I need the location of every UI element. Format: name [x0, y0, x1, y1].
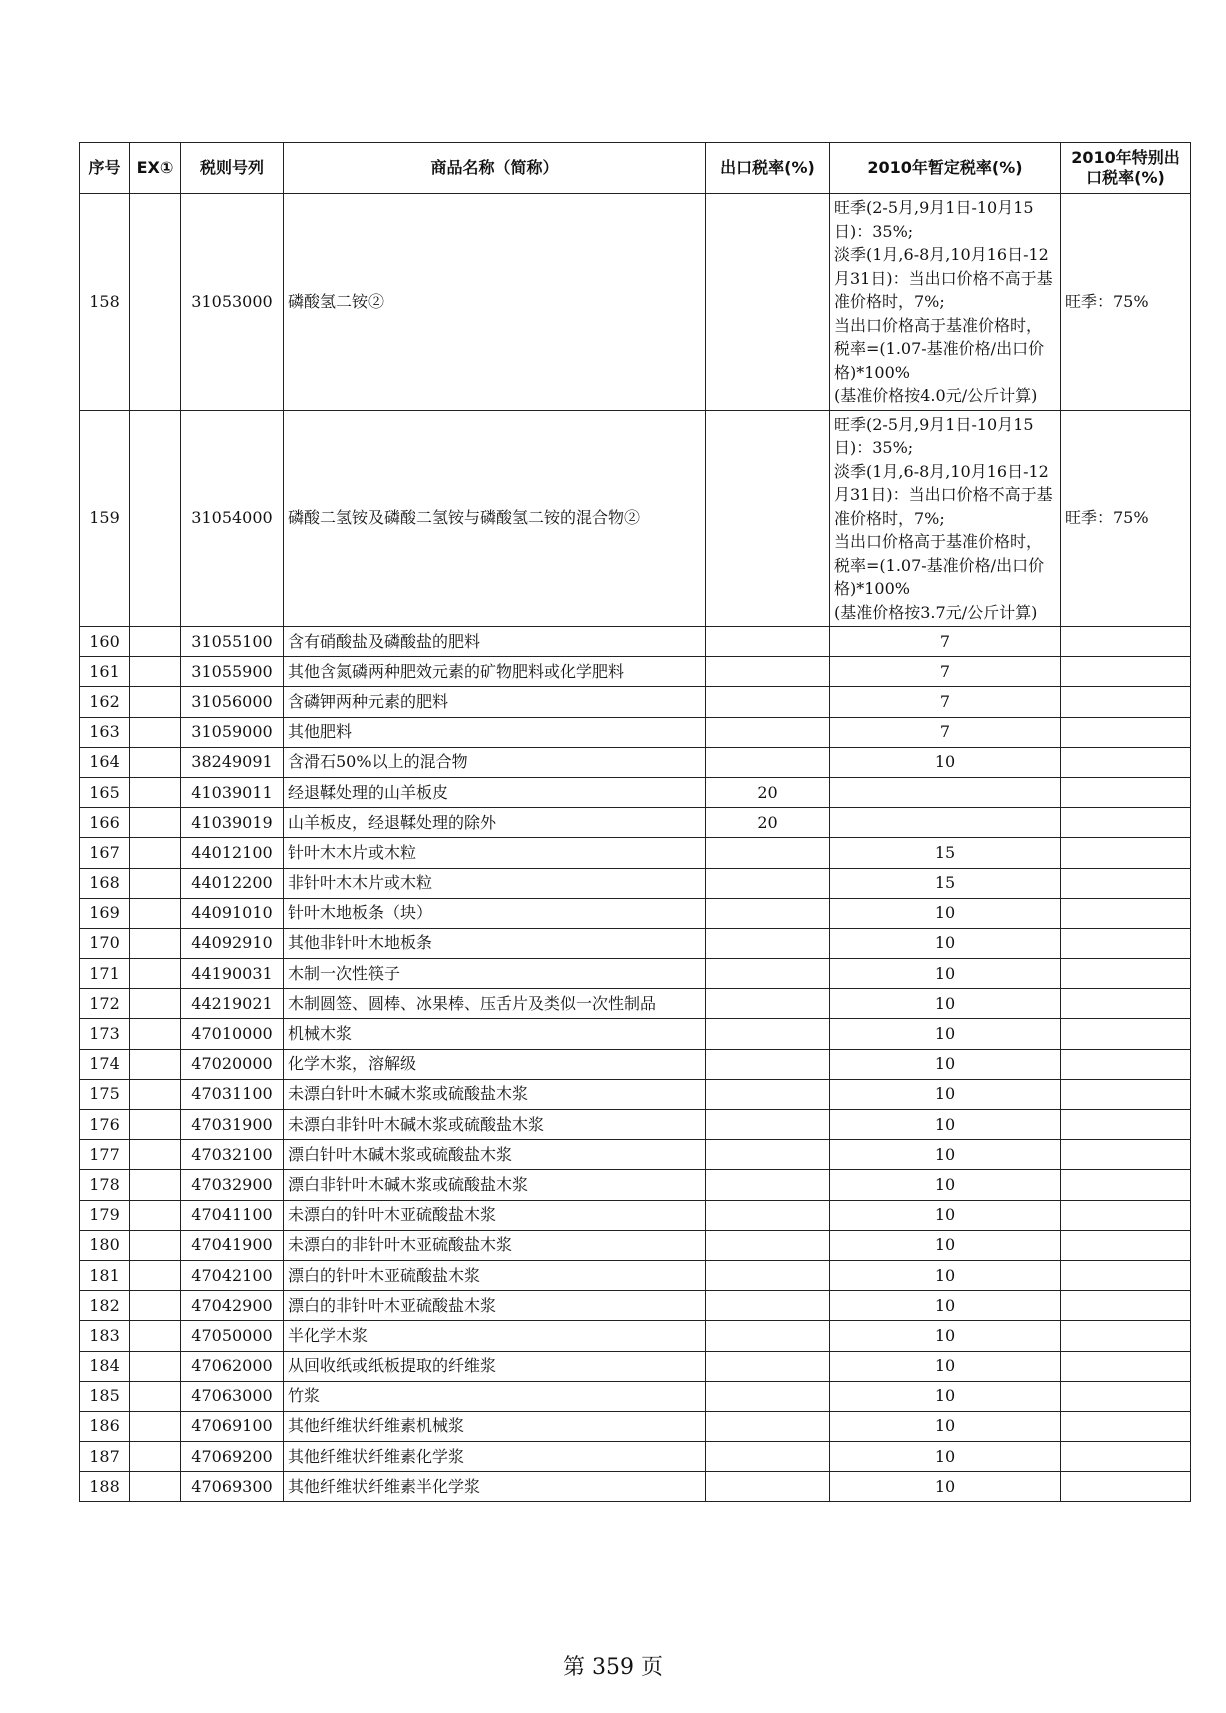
row-export-rate — [706, 747, 830, 777]
row-provisional-rate: 旺季(2-5月,9月1日-10月15日)：35%; 淡季(1月,6-8月,10月16日-12月31日)：当出口价格不高于基准价格时，7%; 当出口价格高于基准价格时，税率=(1.07-基准价格/出口价格)*100% (基准价格按4.0元/公斤计算) — [830, 194, 1061, 411]
row-provisional-rate: 10 — [830, 1049, 1061, 1079]
table-row — [80, 898, 1191, 928]
row-special-rate — [1061, 717, 1191, 747]
row-special-rate — [1061, 808, 1191, 838]
row-product-name: 漂白非针叶木碱木浆或硫酸盐木浆 — [284, 1170, 706, 1200]
row-special-rate: 旺季：75% — [1061, 194, 1191, 411]
row-export-rate — [706, 1170, 830, 1200]
row-number: 178 — [80, 1170, 130, 1200]
row-tariff-code: 47050000 — [181, 1321, 284, 1351]
row-ex — [130, 989, 181, 1019]
row-ex — [130, 1110, 181, 1140]
row-provisional-rate: 10 — [830, 747, 1061, 777]
row-special-rate — [1061, 687, 1191, 717]
row-ex — [130, 1049, 181, 1079]
row-export-rate — [706, 1381, 830, 1411]
row-product-name: 木制圆签、圆棒、冰果棒、压舌片及类似一次性制品 — [284, 989, 706, 1019]
row-export-rate — [706, 717, 830, 747]
row-product-name: 其他含氮磷两种肥效元素的矿物肥料或化学肥料 — [284, 657, 706, 687]
row-product-name: 漂白的非针叶木亚硫酸盐木浆 — [284, 1291, 706, 1321]
row-product-name: 含磷钾两种元素的肥料 — [284, 687, 706, 717]
table-row — [80, 1411, 1191, 1441]
row-export-rate — [706, 868, 830, 898]
row-special-rate — [1061, 1411, 1191, 1441]
row-export-rate — [706, 1230, 830, 1260]
row-export-rate — [706, 687, 830, 717]
table-row — [80, 410, 1191, 627]
row-tariff-code: 41039011 — [181, 777, 284, 807]
row-tariff-code: 47041900 — [181, 1230, 284, 1260]
row-export-rate — [706, 657, 830, 687]
row-export-rate — [706, 1140, 830, 1170]
row-product-name: 经退鞣处理的山羊板皮 — [284, 777, 706, 807]
row-product-name: 磷酸氢二铵② — [284, 194, 706, 411]
row-ex — [130, 747, 181, 777]
row-product-name: 含有硝酸盐及磷酸盐的肥料 — [284, 627, 706, 657]
row-special-rate — [1061, 1260, 1191, 1290]
row-ex — [130, 1472, 181, 1502]
row-tariff-code: 47041100 — [181, 1200, 284, 1230]
row-product-name: 针叶木地板条（块） — [284, 898, 706, 928]
row-product-name: 其他纤维状纤维素机械浆 — [284, 1411, 706, 1441]
row-tariff-code: 44190031 — [181, 959, 284, 989]
row-special-rate — [1061, 838, 1191, 868]
row-product-name: 机械木浆 — [284, 1019, 706, 1049]
row-number: 166 — [80, 808, 130, 838]
table-row — [80, 1140, 1191, 1170]
table-row — [80, 989, 1191, 1019]
row-special-rate — [1061, 657, 1191, 687]
row-tariff-code: 47042100 — [181, 1260, 284, 1290]
row-number: 185 — [80, 1381, 130, 1411]
row-tariff-code: 31059000 — [181, 717, 284, 747]
row-special-rate: 旺季：75% — [1061, 410, 1191, 627]
row-product-name: 漂白的针叶木亚硫酸盐木浆 — [284, 1260, 706, 1290]
row-special-rate — [1061, 1079, 1191, 1109]
table-body — [80, 194, 1191, 1502]
row-export-rate: 20 — [706, 777, 830, 807]
row-provisional-rate: 10 — [830, 1230, 1061, 1260]
row-product-name: 木制一次性筷子 — [284, 959, 706, 989]
table-row — [80, 928, 1191, 958]
row-special-rate — [1061, 1110, 1191, 1140]
header-export-rate: 出口税率(%) — [706, 143, 830, 194]
row-provisional-rate: 15 — [830, 838, 1061, 868]
row-export-rate — [706, 1442, 830, 1472]
row-provisional-rate: 10 — [830, 1442, 1061, 1472]
table-row — [80, 747, 1191, 777]
row-special-rate — [1061, 1140, 1191, 1170]
header-name: 商品名称（简称） — [284, 143, 706, 194]
row-tariff-code: 47042900 — [181, 1291, 284, 1321]
row-tariff-code: 31053000 — [181, 194, 284, 411]
row-number: 179 — [80, 1200, 130, 1230]
row-number: 159 — [80, 410, 130, 627]
row-tariff-code: 47063000 — [181, 1381, 284, 1411]
row-tariff-code: 31054000 — [181, 410, 284, 627]
table-row — [80, 868, 1191, 898]
row-export-rate — [706, 989, 830, 1019]
row-export-rate — [706, 1260, 830, 1290]
table-row — [80, 838, 1191, 868]
table-row — [80, 1472, 1191, 1502]
row-provisional-rate: 10 — [830, 1110, 1061, 1140]
row-provisional-rate: 7 — [830, 627, 1061, 657]
row-export-rate — [706, 1321, 830, 1351]
table-row — [80, 1049, 1191, 1079]
row-number: 158 — [80, 194, 130, 411]
row-special-rate — [1061, 1019, 1191, 1049]
row-special-rate — [1061, 989, 1191, 1019]
row-number: 176 — [80, 1110, 130, 1140]
row-ex — [130, 1170, 181, 1200]
row-export-rate — [706, 627, 830, 657]
row-export-rate — [706, 1411, 830, 1441]
row-export-rate — [706, 838, 830, 868]
row-export-rate — [706, 410, 830, 627]
row-special-rate — [1061, 1230, 1191, 1260]
row-product-name: 非针叶木木片或木粒 — [284, 868, 706, 898]
table-row — [80, 1321, 1191, 1351]
row-ex — [130, 1140, 181, 1170]
row-export-rate — [706, 928, 830, 958]
row-ex — [130, 1230, 181, 1260]
header-no: 序号 — [80, 143, 130, 194]
table-row — [80, 959, 1191, 989]
row-ex — [130, 928, 181, 958]
table-header — [80, 143, 1191, 194]
row-special-rate — [1061, 1381, 1191, 1411]
row-number: 186 — [80, 1411, 130, 1441]
table-row — [80, 1351, 1191, 1381]
row-number: 175 — [80, 1079, 130, 1109]
table-row — [80, 1019, 1191, 1049]
row-number: 169 — [80, 898, 130, 928]
row-ex — [130, 717, 181, 747]
row-ex — [130, 1260, 181, 1290]
row-provisional-rate — [830, 777, 1061, 807]
row-special-rate — [1061, 1049, 1191, 1079]
row-provisional-rate: 10 — [830, 1411, 1061, 1441]
table-row — [80, 657, 1191, 687]
row-number: 183 — [80, 1321, 130, 1351]
table-row — [80, 1079, 1191, 1109]
row-export-rate — [706, 194, 830, 411]
row-special-rate — [1061, 1291, 1191, 1321]
row-provisional-rate: 10 — [830, 1260, 1061, 1290]
row-ex — [130, 1442, 181, 1472]
row-tariff-code: 31056000 — [181, 687, 284, 717]
table-row — [80, 777, 1191, 807]
row-tariff-code: 47069200 — [181, 1442, 284, 1472]
row-product-name: 针叶木木片或木粒 — [284, 838, 706, 868]
row-special-rate — [1061, 959, 1191, 989]
row-tariff-code: 47069300 — [181, 1472, 284, 1502]
row-special-rate — [1061, 928, 1191, 958]
row-special-rate — [1061, 868, 1191, 898]
row-number: 170 — [80, 928, 130, 958]
row-number: 168 — [80, 868, 130, 898]
row-tariff-code: 44091010 — [181, 898, 284, 928]
row-special-rate — [1061, 777, 1191, 807]
row-ex — [130, 898, 181, 928]
header-code: 税则号列 — [181, 143, 284, 194]
row-export-rate: 20 — [706, 808, 830, 838]
row-special-rate — [1061, 1200, 1191, 1230]
row-special-rate — [1061, 898, 1191, 928]
row-product-name: 未漂白的非针叶木亚硫酸盐木浆 — [284, 1230, 706, 1260]
row-ex — [130, 808, 181, 838]
row-tariff-code: 38249091 — [181, 747, 284, 777]
header-ex: EX① — [130, 143, 181, 194]
row-product-name: 未漂白的针叶木亚硫酸盐木浆 — [284, 1200, 706, 1230]
row-ex — [130, 627, 181, 657]
row-provisional-rate: 7 — [830, 657, 1061, 687]
row-export-rate — [706, 1200, 830, 1230]
row-number: 174 — [80, 1049, 130, 1079]
row-export-rate — [706, 1049, 830, 1079]
row-number: 161 — [80, 657, 130, 687]
row-special-rate — [1061, 1170, 1191, 1200]
row-product-name: 未漂白非针叶木碱木浆或硫酸盐木浆 — [284, 1110, 706, 1140]
row-export-rate — [706, 1351, 830, 1381]
row-tariff-code: 31055100 — [181, 627, 284, 657]
row-tariff-code: 41039019 — [181, 808, 284, 838]
row-ex — [130, 1019, 181, 1049]
row-export-rate — [706, 1019, 830, 1049]
row-ex — [130, 657, 181, 687]
table-row — [80, 1291, 1191, 1321]
row-ex — [130, 1291, 181, 1321]
header-provisional-rate: 2010年暂定税率(%) — [830, 143, 1061, 194]
row-product-name: 其他纤维状纤维素化学浆 — [284, 1442, 706, 1472]
row-number: 181 — [80, 1260, 130, 1290]
row-product-name: 其他纤维状纤维素半化学浆 — [284, 1472, 706, 1502]
row-special-rate — [1061, 1321, 1191, 1351]
row-export-rate — [706, 1110, 830, 1140]
row-tariff-code: 47020000 — [181, 1049, 284, 1079]
table-row — [80, 1170, 1191, 1200]
row-product-name: 化学木浆，溶解级 — [284, 1049, 706, 1079]
table-row — [80, 1381, 1191, 1411]
header-special-rate: 2010年特别出口税率(%) — [1061, 143, 1191, 194]
row-provisional-rate: 7 — [830, 687, 1061, 717]
row-product-name: 其他肥料 — [284, 717, 706, 747]
row-provisional-rate: 10 — [830, 959, 1061, 989]
row-tariff-code: 31055900 — [181, 657, 284, 687]
row-product-name: 未漂白针叶木碱木浆或硫酸盐木浆 — [284, 1079, 706, 1109]
row-number: 188 — [80, 1472, 130, 1502]
row-tariff-code: 47069100 — [181, 1411, 284, 1441]
row-ex — [130, 838, 181, 868]
row-tariff-code: 47032900 — [181, 1170, 284, 1200]
row-ex — [130, 777, 181, 807]
row-export-rate — [706, 959, 830, 989]
row-provisional-rate: 10 — [830, 1381, 1061, 1411]
row-number: 187 — [80, 1442, 130, 1472]
row-special-rate — [1061, 747, 1191, 777]
row-tariff-code: 47062000 — [181, 1351, 284, 1381]
row-provisional-rate — [830, 808, 1061, 838]
tariff-table — [79, 142, 1191, 1502]
row-provisional-rate: 10 — [830, 1170, 1061, 1200]
row-tariff-code: 47031900 — [181, 1110, 284, 1140]
row-product-name: 磷酸二氢铵及磷酸二氢铵与磷酸氢二铵的混合物② — [284, 410, 706, 627]
row-provisional-rate: 10 — [830, 989, 1061, 1019]
row-export-rate — [706, 1079, 830, 1109]
row-special-rate — [1061, 1351, 1191, 1381]
header-row — [80, 143, 1191, 194]
table-row — [80, 1442, 1191, 1472]
page-number: 第 359 页 — [563, 1655, 663, 1680]
row-number: 184 — [80, 1351, 130, 1381]
row-product-name: 含滑石50%以上的混合物 — [284, 747, 706, 777]
row-product-name: 竹浆 — [284, 1381, 706, 1411]
row-number: 164 — [80, 747, 130, 777]
table-row — [80, 717, 1191, 747]
row-product-name: 其他非针叶木地板条 — [284, 928, 706, 958]
row-provisional-rate: 10 — [830, 1079, 1061, 1109]
row-provisional-rate: 10 — [830, 1019, 1061, 1049]
row-ex — [130, 959, 181, 989]
row-ex — [130, 410, 181, 627]
row-provisional-rate: 10 — [830, 928, 1061, 958]
row-number: 160 — [80, 627, 130, 657]
row-export-rate — [706, 1472, 830, 1502]
row-number: 177 — [80, 1140, 130, 1170]
row-tariff-code: 47032100 — [181, 1140, 284, 1170]
table-row — [80, 808, 1191, 838]
table-row — [80, 1260, 1191, 1290]
row-ex — [130, 1079, 181, 1109]
row-provisional-rate: 10 — [830, 1291, 1061, 1321]
row-provisional-rate: 10 — [830, 1351, 1061, 1381]
row-number: 171 — [80, 959, 130, 989]
row-ex — [130, 868, 181, 898]
row-export-rate — [706, 898, 830, 928]
row-tariff-code: 44012100 — [181, 838, 284, 868]
row-number: 172 — [80, 989, 130, 1019]
row-ex — [130, 1351, 181, 1381]
row-product-name: 漂白针叶木碱木浆或硫酸盐木浆 — [284, 1140, 706, 1170]
table-row — [80, 1230, 1191, 1260]
row-tariff-code: 44092910 — [181, 928, 284, 958]
row-product-name: 山羊板皮，经退鞣处理的除外 — [284, 808, 706, 838]
row-number: 165 — [80, 777, 130, 807]
row-ex — [130, 194, 181, 411]
table-row — [80, 1200, 1191, 1230]
row-number: 182 — [80, 1291, 130, 1321]
row-tariff-code: 47031100 — [181, 1079, 284, 1109]
row-provisional-rate: 10 — [830, 1321, 1061, 1351]
table-row — [80, 687, 1191, 717]
row-provisional-rate: 10 — [830, 1140, 1061, 1170]
table-row — [80, 627, 1191, 657]
row-provisional-rate: 15 — [830, 868, 1061, 898]
row-ex — [130, 1381, 181, 1411]
row-ex — [130, 1200, 181, 1230]
row-export-rate — [706, 1291, 830, 1321]
row-tariff-code: 44012200 — [181, 868, 284, 898]
row-ex — [130, 1321, 181, 1351]
row-number: 167 — [80, 838, 130, 868]
row-tariff-code: 47010000 — [181, 1019, 284, 1049]
row-product-name: 从回收纸或纸板提取的纤维浆 — [284, 1351, 706, 1381]
table-row — [80, 194, 1191, 411]
row-number: 163 — [80, 717, 130, 747]
row-ex — [130, 687, 181, 717]
row-provisional-rate: 7 — [830, 717, 1061, 747]
row-special-rate — [1061, 1442, 1191, 1472]
row-provisional-rate: 旺季(2-5月,9月1日-10月15日)：35%; 淡季(1月,6-8月,10月16日-12月31日)：当出口价格不高于基准价格时，7%; 当出口价格高于基准价格时，税率=(1.07-基准价格/出口价格)*100% (基准价格按3.7元/公斤计算) — [830, 410, 1061, 627]
row-tariff-code: 44219021 — [181, 989, 284, 1019]
row-special-rate — [1061, 627, 1191, 657]
row-number: 162 — [80, 687, 130, 717]
row-ex — [130, 1411, 181, 1441]
row-provisional-rate: 10 — [830, 898, 1061, 928]
row-product-name: 半化学木浆 — [284, 1321, 706, 1351]
row-provisional-rate: 10 — [830, 1200, 1061, 1230]
table-row — [80, 1110, 1191, 1140]
row-special-rate — [1061, 1472, 1191, 1502]
row-number: 180 — [80, 1230, 130, 1260]
row-provisional-rate: 10 — [830, 1472, 1061, 1502]
row-number: 173 — [80, 1019, 130, 1049]
